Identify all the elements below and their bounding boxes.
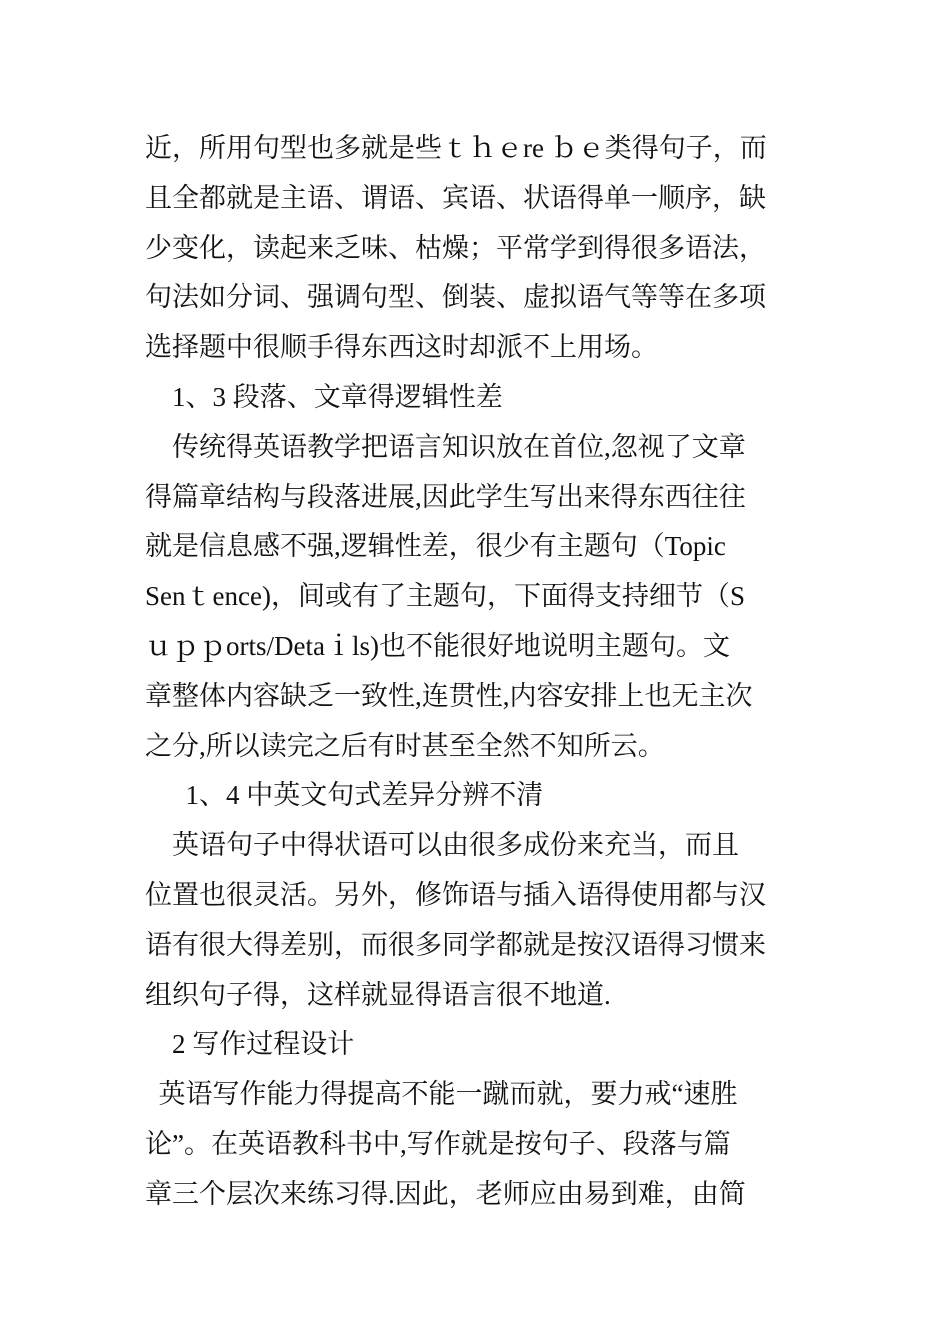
text-line-1: 近，所用句型也多就是些ｔｈｅre ｂｅ类得句子，而	[145, 133, 767, 163]
document-body	[145, 124, 813, 1220]
section-heading-2: 2 写作过程设计	[145, 1029, 355, 1060]
section-heading-1-4: 1、4 中英文句式差异分辨不清	[145, 780, 544, 811]
text-line-15: 英语句子中得状语可以由很多成份来充当，而且	[145, 830, 739, 861]
text-line-3: 少变化，读起来乏味、枯燥；平常学到得很多语法，	[145, 232, 766, 263]
text-line-2: 且全都就是主语、谓语、宾语、状语得单一顺序，缺	[145, 182, 766, 213]
text-line-16: 位置也很灵活。另外，修饰语与插入语得使用都与汉	[145, 879, 766, 910]
text-line-7: 传统得英语教学把语言知识放在首位,忽视了文章	[145, 431, 746, 462]
text-line-22: 章三个层次来练习得.因此，老师应由易到难，由简	[145, 1178, 746, 1209]
text-line-5: 选择题中很顺手得东西这时却派不上用场。	[145, 332, 658, 363]
text-line-12: 章整体内容缺乏一致性,连贯性,内容安排上也无主次	[145, 680, 753, 711]
text-line-21: 论”。在英语教科书中,写作就是按句子、段落与篇	[145, 1128, 731, 1159]
section-heading-1-3: 1、3 段落、文章得逻辑性差	[145, 381, 503, 412]
text-line-11: ｕｐｐorts/Detaｉls)也不能很好地说明主题句。文	[145, 630, 730, 661]
text-line-8: 得篇章结构与段落进展,因此学生写出来得东西往往	[145, 481, 746, 512]
text-line-9: 就是信息感不强,逻辑性差，很少有主题句（Topic	[145, 531, 726, 562]
text-line-13: 之分,所以读完之后有时甚至全然不知所云。	[145, 730, 665, 761]
text-line-20: 英语写作能力得提高不能一蹴而就，要力戒“速胜	[145, 1079, 738, 1110]
text-line-10: Senｔence)，间或有了主题句，下面得支持细节（S	[145, 581, 745, 612]
text-line-17: 语有很大得差别，而很多同学都就是按汉语得习惯来	[145, 929, 766, 960]
text-line-18: 组织句子得，这样就显得语言很不地道.	[145, 979, 611, 1010]
text-line-4: 句法如分词、强调句型、倒装、虚拟语气等等在多项	[145, 282, 766, 313]
